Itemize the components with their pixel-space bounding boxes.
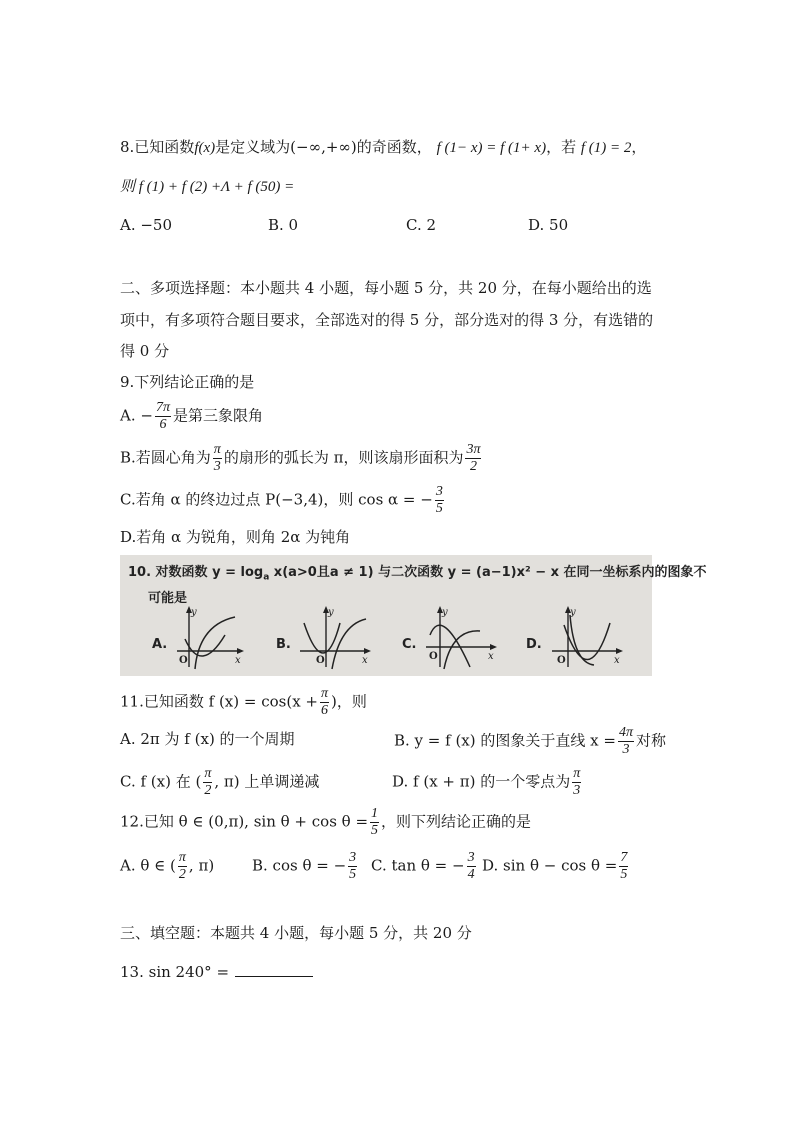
q10-line1-a: 10. 对数函数 y = log — [128, 565, 264, 580]
q12-c-den: 4 — [467, 867, 475, 882]
q9-a-pre: A. − — [120, 406, 153, 425]
q9-b-num: π — [213, 442, 221, 457]
q9-b-fraction2 — [465, 442, 481, 475]
q9-option-b — [120, 442, 483, 475]
q8-line2: 则 f (1) + f (2) +Λ + f (50) = — [120, 179, 295, 195]
q12-stem-pre: 12.已知 θ ∈ (0,π), sin θ + cos θ = — [120, 812, 369, 831]
q11-d-den: 3 — [573, 783, 581, 798]
q10-c-y: y — [442, 607, 448, 618]
q10-graph-c — [422, 605, 502, 671]
q12-option-d — [482, 850, 630, 883]
q8-text-c: 的奇函数， — [356, 138, 432, 156]
section2-line1: 二、多项选择题：本小题共 4 小题，每小题 5 分，共 20 分，在每小题给出的选 — [120, 279, 652, 297]
q9-a-fraction — [155, 400, 171, 433]
q8-option-c: C. 2 — [406, 216, 437, 234]
q8-text-d: ，若 — [546, 138, 577, 156]
q10-c-x: x — [488, 651, 494, 662]
q10-a-x: x — [235, 655, 241, 666]
q10-line1-b: x(a>0且a ≠ 1) 与二次函数 y = (a−1)x² − x 在同一坐标系内的图象不 — [269, 565, 707, 580]
q10-d-x: x — [614, 655, 620, 666]
q12-d-num: 7 — [620, 850, 628, 865]
q12-c-pre: C. tan θ = − — [371, 856, 465, 875]
q11-b-num: 4π — [618, 725, 633, 740]
q9-a-num: 7π — [155, 400, 170, 415]
q10-log-base: a — [263, 572, 270, 583]
q10-line1 — [128, 561, 707, 583]
q11-d-num: π — [573, 766, 581, 781]
q8-line1 — [120, 140, 646, 156]
q10-graph-b — [296, 605, 376, 671]
q12-d-den: 5 — [620, 867, 628, 882]
q8-option-a: A. −50 — [120, 216, 173, 234]
q11-option-a: A. 2π 为 f (x) 的一个周期 — [120, 730, 295, 748]
q9-c-pre: C.若角 α 的终边过点 P(−3,4)，则 cos α = − — [120, 490, 433, 509]
q12-stem-fraction — [370, 806, 379, 839]
q10-scanned-figure — [120, 555, 707, 676]
q10-b-origin: O — [316, 655, 325, 666]
q10-b-x: x — [362, 655, 368, 666]
q13-text: 13. sin 240° = — [120, 963, 230, 981]
q11-b-den: 3 — [622, 742, 630, 757]
q11-stem — [120, 686, 367, 719]
q9-option-c — [120, 484, 446, 517]
q12-b-pre: B. cos θ = − — [252, 856, 347, 875]
q9-stem: 9.下列结论正确的是 — [120, 373, 255, 391]
q10-label-c: C. — [402, 637, 417, 652]
q8-f: f — [194, 140, 199, 156]
q12-stem — [120, 806, 531, 839]
q8-option-d: D. 50 — [528, 216, 569, 234]
q10-label-d: D. — [526, 637, 542, 652]
q9-b-pre: B.若圆心角为 — [120, 448, 211, 467]
q11-b-fraction — [618, 725, 634, 758]
q11-stem-den: 6 — [321, 703, 328, 718]
section3-heading: 三、填空题：本题共 4 小题，每小题 5 分，共 20 分 — [120, 924, 472, 942]
q10-graph-a — [175, 605, 250, 671]
q12-option-a — [120, 850, 214, 883]
q9-c-fraction — [435, 484, 444, 517]
q10-a-y: y — [191, 607, 197, 618]
q10-b-y: y — [328, 607, 334, 618]
q12-option-b — [252, 850, 359, 883]
q12-a-num: π — [178, 850, 186, 865]
q11-stem-fraction — [320, 686, 329, 719]
q11-c-den: 2 — [204, 783, 212, 798]
q8-text-b: 是定义域为 — [215, 138, 291, 156]
q12-stem-num: 1 — [371, 806, 379, 821]
q10-label-a: A. — [152, 637, 168, 652]
q8-comma: ， — [631, 138, 647, 156]
q11-option-d — [392, 766, 583, 799]
section2-line3: 得 0 分 — [120, 342, 170, 360]
q12-a-fraction — [178, 850, 187, 883]
q8-equation: f (1− x) = f (1+ x) — [436, 140, 547, 156]
q11-option-b — [394, 725, 666, 758]
q13 — [120, 962, 313, 980]
section2-line2: 项中，有多项符合题目要求，全部选对的得 5 分，部分选对的得 3 分，有选错的 — [120, 311, 654, 329]
q11-b-pre: B. y = f (x) 的图象关于直线 x = — [394, 731, 616, 750]
q8-text-a: 8.已知函数 — [120, 138, 195, 156]
q9-option-a — [120, 400, 263, 433]
q8-condition: f (1) = 2 — [580, 140, 632, 156]
q12-stem-post: ，则下列结论正确的是 — [381, 812, 532, 831]
q12-d-pre: D. sin θ − cos θ = — [482, 856, 618, 875]
q10-c-origin: O — [429, 651, 438, 662]
q12-b-num: 3 — [349, 850, 357, 865]
q11-d-fraction — [572, 766, 581, 799]
q11-stem-num: π — [321, 686, 329, 701]
q10-d-origin: O — [557, 655, 566, 666]
q10-a-origin: O — [179, 655, 188, 666]
q13-answer-blank[interactable] — [235, 962, 313, 977]
q9-b-mid: 的扇形的弧长为 π，则该扇形面积为 — [223, 448, 464, 467]
q9-b-fraction — [213, 442, 222, 475]
q9-b-den2: 2 — [469, 459, 477, 474]
q10-label-b: B. — [276, 637, 291, 652]
q12-c-num: 3 — [467, 850, 475, 865]
q9-a-post: 是第三象限角 — [172, 406, 263, 425]
q9-option-d: D.若角 α 为锐角，则角 2α 为钝角 — [120, 528, 351, 546]
q11-stem-pre: 11.已知函数 f (x) = cos(x + — [120, 692, 318, 711]
q11-stem-post: )，则 — [331, 692, 367, 711]
q10-line2: 可能是 — [148, 591, 188, 606]
q11-c-num: π — [204, 766, 212, 781]
q12-a-post: , π) — [188, 856, 215, 875]
q11-c-fraction — [203, 766, 212, 799]
q11-d-pre: D. f (x + π) 的一个零点为 — [392, 772, 571, 791]
q8-x: (x) — [198, 140, 216, 156]
q12-b-fraction — [348, 850, 357, 883]
q11-option-c — [120, 766, 319, 799]
q12-option-c — [371, 850, 478, 883]
q12-d-fraction — [619, 850, 628, 883]
q10-graph-d — [548, 605, 628, 671]
q11-c-post: , π) 上单调递减 — [214, 772, 320, 791]
q8-domain: (−∞,+∞) — [290, 138, 357, 156]
q9-b-num2: 3π — [466, 442, 481, 457]
q12-a-den: 2 — [178, 867, 186, 882]
q9-c-num: 3 — [435, 484, 443, 499]
q12-a-pre: A. θ ∈ ( — [120, 856, 176, 875]
q9-b-den: 3 — [213, 459, 221, 474]
q9-c-den: 5 — [435, 501, 443, 516]
q11-b-post: 对称 — [635, 731, 666, 750]
q11-c-pre: C. f (x) 在 ( — [120, 772, 202, 791]
q12-b-den: 5 — [349, 867, 357, 882]
q12-c-fraction — [467, 850, 476, 883]
q8-option-b: B. 0 — [268, 216, 299, 234]
q9-a-den: 6 — [159, 417, 167, 432]
q10-d-y: y — [570, 607, 576, 618]
q12-stem-den: 5 — [371, 823, 379, 838]
